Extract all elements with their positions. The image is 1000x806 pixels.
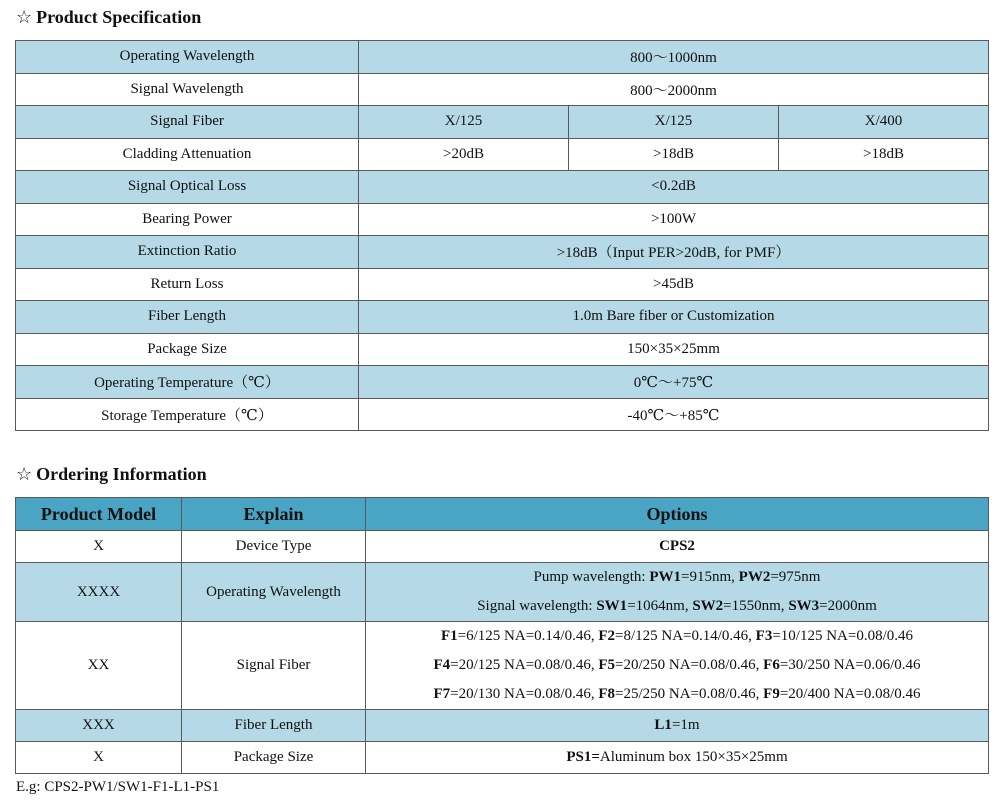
- spec-section-title: [16, 6, 201, 28]
- spec-label: Cladding Attenuation: [16, 138, 359, 171]
- spec-label: Storage Temperature（℃）: [16, 398, 359, 431]
- spec-label: Operating Temperature（℃）: [16, 366, 359, 399]
- option-text: =6/125 NA=0.14/0.46,: [457, 628, 599, 644]
- option-text: =1m: [671, 717, 700, 733]
- table-row: [16, 622, 989, 710]
- example-code: E.g: CPS2-PW1/SW1-F1-L1-PS1: [16, 779, 220, 795]
- option-text: =915nm,: [681, 569, 739, 585]
- spec-value: 150×35×25mm: [359, 333, 989, 366]
- table-row: [16, 268, 989, 301]
- options-cell: [366, 531, 989, 563]
- option-line: [366, 592, 988, 621]
- option-code: F1: [440, 628, 458, 644]
- options-cell: [366, 742, 989, 774]
- table-row: [16, 742, 989, 774]
- spec-value: X/400: [779, 106, 989, 139]
- option-code: F8: [598, 686, 615, 702]
- model-cell: XXX: [16, 710, 182, 742]
- option-code: F7: [433, 686, 451, 702]
- option-line: [366, 563, 988, 592]
- option-code: F3: [755, 628, 773, 644]
- table-row: [16, 710, 989, 742]
- spec-label: Fiber Length: [16, 301, 359, 334]
- option-code: F6: [763, 657, 780, 673]
- option-text: =1550nm,: [723, 598, 789, 614]
- option-text: =25/250 NA=0.08/0.46,: [615, 686, 764, 702]
- spec-label: Bearing Power: [16, 203, 359, 236]
- option-text: =975nm: [770, 569, 821, 585]
- option-code: SW1: [596, 598, 628, 614]
- option-code: F2: [598, 628, 615, 644]
- spec-value: >20dB: [359, 138, 569, 171]
- spec-title-text: Product Specification: [36, 7, 202, 27]
- option-text: =1064nm,: [627, 598, 693, 614]
- spec-label: Signal Fiber: [16, 106, 359, 139]
- spec-value: >45dB: [359, 268, 989, 301]
- table-row: [16, 203, 989, 236]
- spec-value: 800～1000nm: [359, 41, 989, 74]
- options-cell: [366, 563, 989, 622]
- ordering-title-text: Ordering Information: [36, 464, 207, 484]
- table-row: [16, 398, 989, 431]
- header-explain: Explain: [182, 498, 366, 531]
- option-line: [366, 651, 988, 680]
- explain-cell: Device Type: [182, 531, 366, 563]
- star-outline-icon: ☆: [16, 464, 33, 484]
- spec-label: Package Size: [16, 333, 359, 366]
- spec-value: 800～2000nm: [359, 73, 989, 106]
- model-cell: X: [16, 531, 182, 563]
- spec-value: 1.0m Bare fiber or Customization: [359, 301, 989, 334]
- explain-cell: Signal Fiber: [182, 622, 366, 710]
- option-text: Aluminum box 150×35×25mm: [599, 749, 788, 765]
- spec-value: <0.2dB: [359, 171, 989, 204]
- spec-value: X/125: [359, 106, 569, 139]
- option-code: L1: [654, 717, 672, 733]
- options-cell: [366, 710, 989, 742]
- option-code: PS1=: [566, 749, 600, 765]
- option-text: Signal wavelength:: [477, 598, 597, 614]
- table-row: [16, 73, 989, 106]
- spec-value: >18dB: [779, 138, 989, 171]
- option-text: =20/130 NA=0.08/0.46,: [450, 686, 599, 702]
- star-outline-icon: ☆: [16, 7, 33, 27]
- table-row: [16, 563, 989, 622]
- spec-label: Signal Wavelength: [16, 73, 359, 106]
- spec-value: 0℃～+75℃: [359, 366, 989, 399]
- option-text: =30/250 NA=0.06/0.46: [779, 657, 921, 673]
- table-row: [16, 106, 989, 139]
- option-text: =10/125 NA=0.08/0.46: [772, 628, 914, 644]
- table-row: [16, 138, 989, 171]
- spec-value: X/125: [569, 106, 779, 139]
- option-text: =2000nm: [819, 598, 877, 614]
- spec-value: >18dB（Input PER>20dB, for PMF）: [359, 236, 989, 269]
- table-row: [16, 366, 989, 399]
- spec-value: >100W: [359, 203, 989, 236]
- header-product-model: Product Model: [16, 498, 182, 531]
- option-line: [366, 680, 988, 709]
- explain-cell: Package Size: [182, 742, 366, 774]
- option-code: F4: [433, 657, 451, 673]
- option-text: =20/250 NA=0.08/0.46,: [615, 657, 764, 673]
- ordering-section-title: [16, 463, 207, 485]
- option-line: [366, 622, 988, 651]
- option-code: F9: [763, 686, 780, 702]
- option-code: CPS2: [659, 538, 695, 554]
- option-code: PW1: [649, 569, 682, 585]
- option-code: SW3: [788, 598, 820, 614]
- table-row: [16, 301, 989, 334]
- option-text: =8/125 NA=0.14/0.46,: [615, 628, 756, 644]
- model-cell: XX: [16, 622, 182, 710]
- explain-cell: Operating Wavelength: [182, 563, 366, 622]
- spec-label: Extinction Ratio: [16, 236, 359, 269]
- table-row: [16, 531, 989, 563]
- model-cell: XXXX: [16, 563, 182, 622]
- ordering-table: [15, 497, 989, 774]
- table-header-row: [16, 498, 989, 531]
- spec-value: >18dB: [569, 138, 779, 171]
- option-code: F5: [598, 657, 615, 673]
- options-cell: [366, 622, 989, 710]
- table-row: [16, 333, 989, 366]
- spec-value: -40℃～+85℃: [359, 398, 989, 431]
- option-text: Pump wavelength:: [533, 569, 650, 585]
- spec-label: Return Loss: [16, 268, 359, 301]
- option-code: SW2: [692, 598, 724, 614]
- table-row: [16, 171, 989, 204]
- spec-label: Operating Wavelength: [16, 41, 359, 74]
- model-cell: X: [16, 742, 182, 774]
- option-text: =20/400 NA=0.08/0.46: [779, 686, 921, 702]
- spec-label: Signal Optical Loss: [16, 171, 359, 204]
- table-row: [16, 236, 989, 269]
- header-options: Options: [366, 498, 989, 531]
- table-row: [16, 41, 989, 74]
- option-text: =20/125 NA=0.08/0.46,: [450, 657, 599, 673]
- spec-table: [15, 40, 989, 431]
- option-code: PW2: [738, 569, 771, 585]
- explain-cell: Fiber Length: [182, 710, 366, 742]
